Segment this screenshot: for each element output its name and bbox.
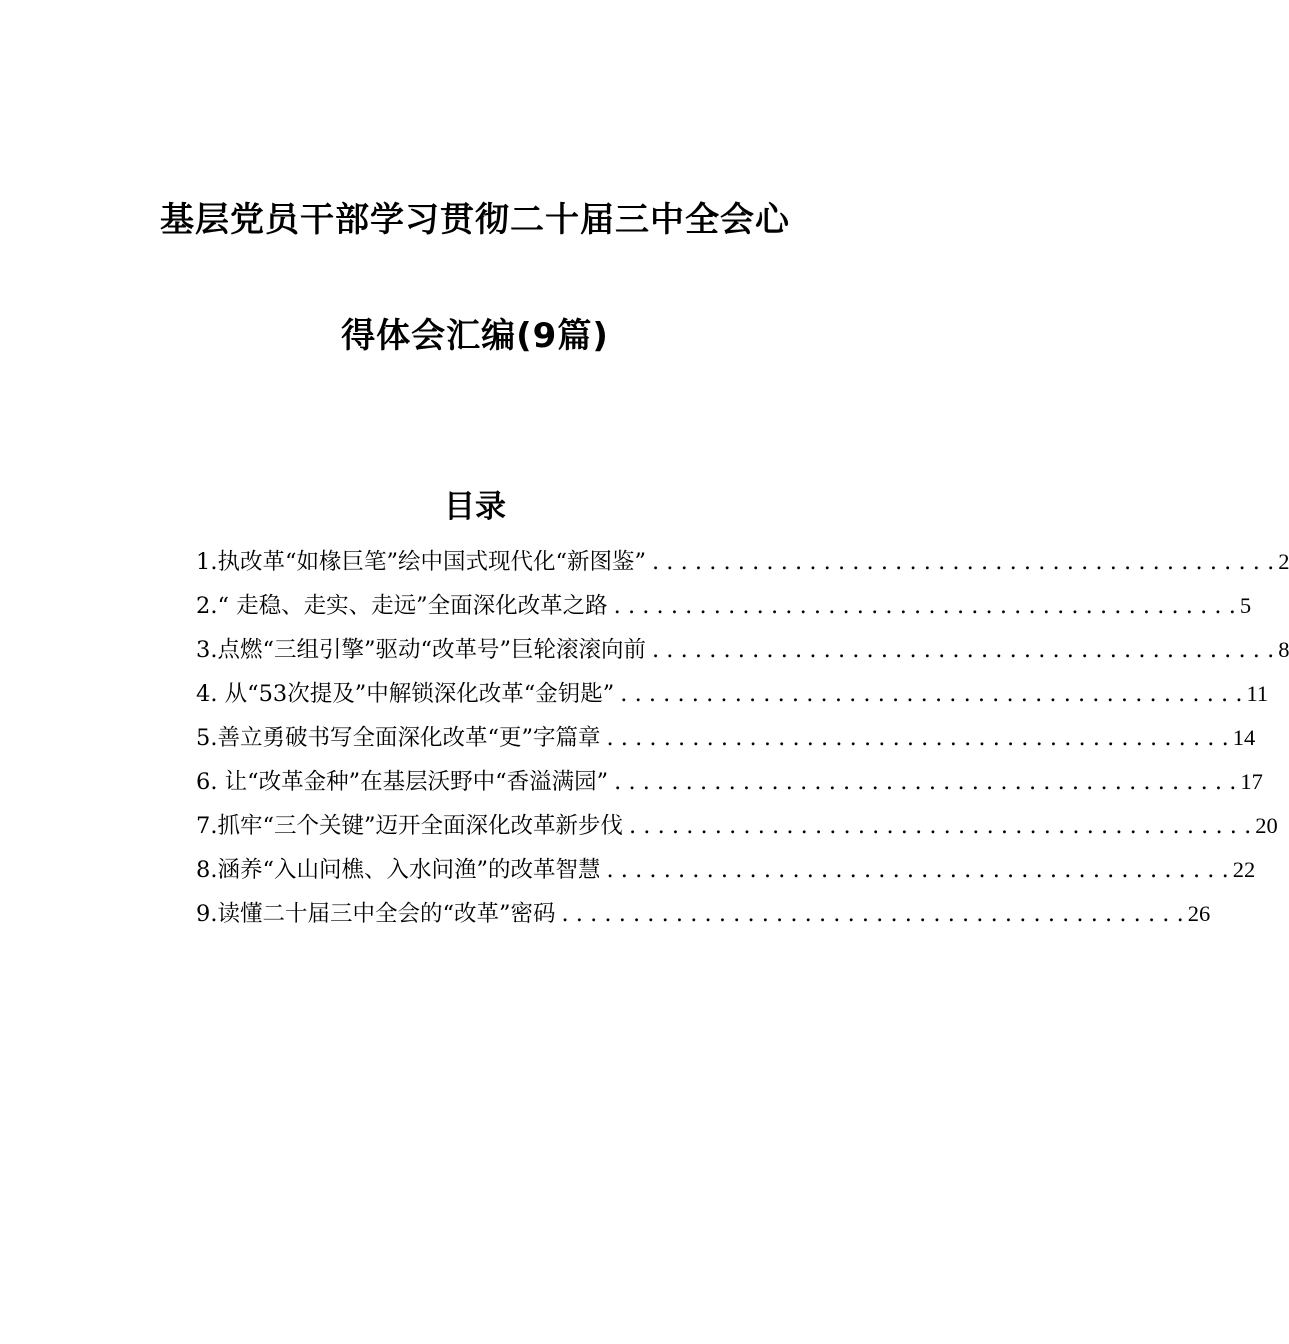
toc-item-title: 9.读懂二十届三中全会的“改革”密码 bbox=[196, 901, 556, 927]
toc-item-page: 20 bbox=[1255, 813, 1278, 838]
toc-item-title: 6. 让“改革金种”在基层沃野中“香溢满园” bbox=[196, 769, 609, 795]
toc-dot-leader bbox=[646, 540, 1274, 584]
toc-item[interactable] bbox=[196, 540, 1289, 584]
toc-item[interactable] bbox=[196, 716, 1256, 760]
document-title-line-1: 基层党员干部学习贯彻二十届三中全会心 bbox=[160, 200, 790, 240]
toc-item[interactable] bbox=[196, 760, 1263, 804]
toc-item-page: 2 bbox=[1278, 549, 1289, 574]
toc-dot-leader bbox=[614, 672, 1242, 716]
toc-item-title: 5.善立勇破书写全面深化改革“更”字篇章 bbox=[196, 725, 601, 751]
toc-heading: 目录 bbox=[444, 489, 506, 525]
toc-item-page: 22 bbox=[1232, 857, 1256, 882]
toc-item[interactable] bbox=[196, 672, 1269, 716]
toc-item[interactable] bbox=[196, 848, 1256, 892]
toc-dot-leader bbox=[608, 584, 1236, 628]
toc-item-title: 4. 从“53次提及”中解锁深化改革“金钥匙” bbox=[196, 681, 615, 707]
toc-dot-leader bbox=[600, 716, 1228, 760]
toc-item-page: 8 bbox=[1278, 637, 1289, 662]
toc-item[interactable] bbox=[196, 804, 1278, 848]
toc-item[interactable] bbox=[196, 628, 1289, 672]
toc-item-title: 2.“ 走稳、走实、走远”全面深化改革之路 bbox=[196, 593, 608, 619]
toc-item[interactable] bbox=[196, 892, 1211, 936]
toc-item-title: 1.执改革“如椽巨笔”绘中国式现代化“新图鉴” bbox=[196, 549, 646, 575]
toc-item-page: 17 bbox=[1240, 769, 1263, 794]
toc-dot-leader bbox=[608, 760, 1236, 804]
toc-item-title: 8.涵养“入山问樵、入水问渔”的改革智慧 bbox=[196, 857, 601, 883]
toc-item-page: 26 bbox=[1187, 901, 1211, 926]
toc-item[interactable] bbox=[196, 584, 1252, 628]
toc-dot-leader bbox=[646, 628, 1274, 672]
toc-dot-leader bbox=[600, 848, 1228, 892]
toc-item-page: 14 bbox=[1232, 725, 1256, 750]
toc-item-title: 7.抓牢“三个关键”迈开全面深化改革新步伐 bbox=[196, 813, 623, 839]
toc-item-title: 3.点燃“三组引擎”驱动“改革号”巨轮滚滚向前 bbox=[196, 637, 646, 663]
table-of-contents bbox=[196, 540, 1289, 936]
toc-item-page: 11 bbox=[1246, 681, 1269, 706]
toc-dot-leader bbox=[623, 804, 1251, 848]
document-title-line-2: 得体会汇编(9篇) bbox=[341, 316, 609, 356]
toc-dot-leader bbox=[555, 892, 1183, 936]
toc-item-page: 5 bbox=[1239, 593, 1252, 618]
